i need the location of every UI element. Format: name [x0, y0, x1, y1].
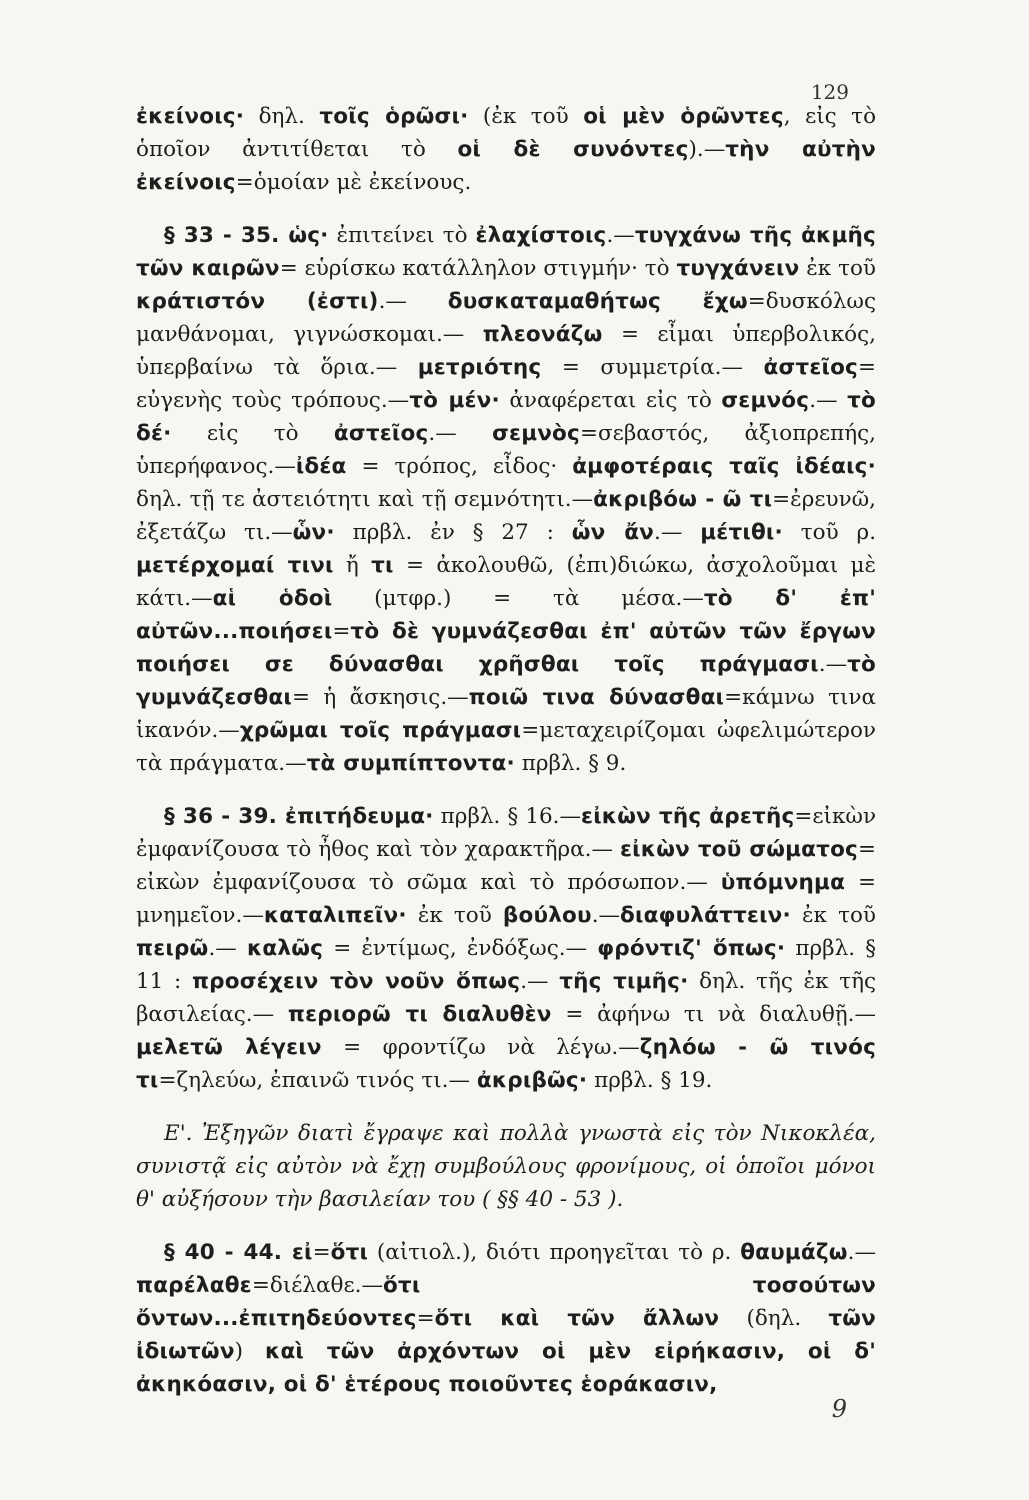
lemma-term: θαυμάζω: [740, 1240, 848, 1265]
gloss-text: .—: [378, 289, 448, 314]
lemma-term: τὰ συμπίπτοντα·: [306, 751, 515, 776]
lemma-term: κράτιστόν (ἐστι): [136, 289, 379, 314]
gloss-text: .—: [520, 969, 560, 994]
gloss-text: πρβλ. § 9.: [514, 751, 627, 776]
gloss-text: δηλ.: [244, 104, 320, 129]
lemma-term: τὸ μέν·: [409, 388, 500, 413]
gloss-text: .—: [818, 652, 848, 677]
lemma-term: ὅτι καὶ τῶν ἄλλων: [434, 1306, 720, 1331]
lemma-term: οἱ μὲν ὁρῶντες: [583, 104, 784, 129]
gloss-text: , εἰς τὸ ὁποῖον ἀντιτίθεται τὸ: [136, 104, 877, 162]
lemma-term: ὧν·: [292, 520, 335, 545]
gloss-text: .—: [428, 421, 493, 446]
gloss-text: πρβλ. § 11 :: [136, 936, 876, 994]
gloss-text: ἐπιτείνει τὸ: [328, 223, 476, 248]
gloss-text: ).—: [688, 137, 726, 162]
section-summary: [136, 1117, 876, 1216]
lemma-term: ποιῶ τινα δύνασθαι: [468, 685, 725, 710]
gloss-text: = μνημεῖον.—: [136, 870, 876, 928]
gloss-text: ἐκ τοῦ: [406, 903, 503, 928]
gloss-text: =ἐρευνῶ, ἐξετάζω τι.—: [136, 487, 877, 545]
lemma-term: τὸ γυμνάζεσθαι: [136, 652, 876, 710]
lemma-term: σεμνὸς: [492, 421, 580, 446]
lemma-term: δυσκαταμαθήτως ἔχω: [447, 289, 748, 314]
gloss-text: .—: [606, 223, 635, 248]
lemma-term: πειρῶ: [136, 936, 209, 961]
lemma-term: εἰκὼν τῆς ἀρετῆς: [581, 804, 795, 829]
lemma-term: ὅτι τοσούτων ὄντων...ἐπιτηδεύοντες: [136, 1273, 876, 1331]
gloss-text: =: [416, 1306, 435, 1331]
gloss-text: (ἐκ τοῦ: [468, 104, 584, 129]
lemma-term: τὸ δ' ἐπ' αὐτῶν...ποιήσει: [136, 586, 876, 644]
gloss-text: .—: [847, 1240, 876, 1265]
gloss-text: (δηλ.: [719, 1306, 829, 1331]
lemma-term: σεμνός: [721, 388, 810, 413]
gloss-text: .—: [591, 903, 621, 928]
lemma-term: καλῶς: [246, 936, 324, 961]
lemma-term: μετέρχομαί τινι: [136, 553, 334, 578]
lemma-term: τοῖς ὁρῶσι·: [319, 104, 469, 129]
signature-mark: 9: [831, 1395, 847, 1423]
gloss-text: ἐκ τοῦ: [790, 903, 876, 928]
gloss-text: = φροντίζω νὰ λέγω.—: [321, 1035, 640, 1060]
lemma-term: καὶ τῶν ἀρχόντων οἱ μὲν εἰρήκασιν, οἱ δ' ἀκηκόασιν, οἱ δ' ἑτέρους ποιοῦντες ἑοράκασιν,: [136, 1339, 876, 1397]
commentary-paragraph: [136, 219, 876, 780]
commentary-paragraph: [136, 1236, 876, 1401]
gloss-text: δηλ. τῇ τε ἀστειότητι καὶ τῇ σεμνότητι.—: [136, 487, 594, 512]
lemma-term: αἱ ὁδοὶ: [212, 586, 333, 611]
gloss-text: = εὐγενὴς τοὺς τρόπους.—: [136, 355, 876, 413]
gloss-text: Ε'. Ἐξηγῶν διατὶ ἔγραψε καὶ πολλὰ γνωστὰ εἰς τὸν Νικοκλέα, συνιστᾷ εἰς αὐτὸν νὰ ἔχῃ συμβούλους φρονίμους, οἱ ὁποῖοι μόνοι θ' αὐξήσουν τὴν βασιλείαν του ( §§ 40 - 53 ).: [136, 1121, 876, 1212]
lemma-term: ὅτι: [330, 1240, 369, 1265]
lemma-term: πλεονάζω: [482, 322, 603, 347]
lemma-term: εἰκὼν τοῦ σώματος: [620, 837, 858, 862]
lemma-term: προσέχειν τὸν νοῦν ὅπως: [191, 969, 521, 994]
gloss-text: =δυσκόλως μανθάνομαι, γιγνώσκομαι.—: [136, 289, 876, 347]
lemma-term: τὸ δέ·: [136, 388, 876, 446]
gloss-text: = ἐντίμως, ἐνδόξως.—: [323, 936, 598, 961]
lemma-term: τὴν αὐτὴν ἐκείνοις: [136, 137, 877, 195]
gloss-text: πρβλ. § 16.—: [433, 804, 582, 829]
gloss-text: πρβλ. ἐν § 27 :: [334, 520, 572, 545]
lemma-term: ἀμφοτέραις ταῖς ἰδέαις·: [572, 454, 876, 479]
gloss-text: = εἶμαι ὑπερβολικός, ὑπερβαίνω τὰ ὅρια.—: [136, 322, 876, 380]
lemma-term: βούλου: [502, 903, 592, 928]
page-number: 129: [810, 80, 849, 104]
lemma-term: ζηλόω - ῶ τινός τι: [136, 1035, 877, 1093]
commentary-paragraph: [136, 100, 876, 199]
lemma-term: καταλιπεῖν·: [263, 903, 407, 928]
lemma-term: τὸ δὲ γυμνάζεσθαι ἐπ' αὐτῶν τῶν ἔργων ποιήσει σε δύνασθαι χρῆσθαι τοῖς πράγμασι: [136, 619, 876, 677]
gloss-text: ἐκ τοῦ: [799, 256, 876, 281]
gloss-text: (αἰτιολ.), διότι προηγεῖται τὸ ρ.: [368, 1240, 741, 1265]
gloss-text: =: [332, 619, 351, 644]
gloss-text: (μτφρ.) = τὰ μέσα.—: [332, 586, 704, 611]
lemma-term: ἐλαχίστοις: [475, 223, 607, 248]
gloss-text: ): [234, 1339, 265, 1364]
gloss-text: .—: [809, 388, 848, 413]
gloss-text: ἀναφέρεται εἰς τὸ: [499, 388, 722, 413]
lemma-term: μετριότης: [417, 355, 542, 380]
lemma-term: § 33 - 35. ὡς·: [164, 223, 329, 248]
lemma-term: οἱ δὲ συνόντες: [457, 137, 689, 162]
lemma-term: τυγχάνειν: [676, 256, 800, 281]
lemma-term: ἐκείνοις·: [136, 104, 245, 129]
lemma-term: τῆς τιμῆς·: [559, 969, 689, 994]
gloss-text: =μεταχειρίζομαι ὠφελιμώτερον τὰ πράγματα.—: [136, 718, 877, 776]
lemma-term: παρέλαθε: [136, 1273, 252, 1298]
lemma-term: φρόντιζ' ὅπως·: [597, 936, 786, 961]
gloss-text: ἤ: [333, 553, 372, 578]
lemma-term: χρῶμαι τοῖς πράγμασι: [239, 718, 522, 743]
lemma-term: τι: [371, 553, 394, 578]
gloss-text: = συμμετρία.—: [541, 355, 764, 380]
lemma-term: ἀστεῖος: [763, 355, 858, 380]
lemma-term: διαφυλάττειν·: [620, 903, 791, 928]
gloss-text: πρβλ. § 19.: [587, 1068, 713, 1093]
lemma-term: ὑπόμνημα: [720, 870, 846, 895]
lemma-term: περιορῶ τι διαλυθὲν: [287, 1002, 552, 1027]
gloss-text: =σεβαστός, ἀξιοπρεπής, ὑπερήφανος.—: [136, 421, 876, 479]
gloss-text: = ἡ ἄσκησις.—: [291, 685, 469, 710]
gloss-text: =ζηλεύω, ἐπαινῶ τινός τι.—: [158, 1068, 477, 1093]
lemma-term: ὧν ἄν: [571, 520, 655, 545]
lemma-term: § 36 - 39. ἐπιτήδευμα·: [164, 804, 434, 829]
gloss-text: δηλ. τῆς ἐκ τῆς βασιλείας.—: [136, 969, 877, 1027]
lemma-term: § 40 - 44. εἰ: [164, 1240, 313, 1265]
commentary-paragraph: [136, 800, 876, 1097]
gloss-text: =: [312, 1240, 331, 1265]
lemma-term: ἀκριβῶς·: [476, 1068, 588, 1093]
lemma-term: τυγχάνω τῆς ἀκμῆς τῶν καιρῶν: [136, 223, 876, 281]
gloss-text: =κάμνω τινα ἱκανόν.—: [136, 685, 877, 743]
gloss-text: =ὁμοίαν μὲ ἐκείνους.: [235, 170, 472, 195]
commentary-text: [136, 100, 876, 1401]
gloss-text: .—: [654, 520, 701, 545]
gloss-text: = ἀφήνω τι νὰ διαλυθῇ.—: [551, 1002, 877, 1027]
lemma-term: τῶν ἰδιωτῶν: [136, 1306, 877, 1364]
lemma-term: ἰδέα: [295, 454, 347, 479]
lemma-term: ἀκριβόω - ῶ τι: [593, 487, 773, 512]
gloss-text: = εἰκὼν ἐμφανίζουσα τὸ σῶμα καὶ τὸ πρόσωπον.—: [136, 837, 877, 895]
lemma-term: μέτιθι·: [700, 520, 783, 545]
gloss-text: =διέλαθε.—: [251, 1273, 383, 1298]
gloss-text: =εἰκὼν ἐμφανίζουσα τὸ ἦθος καὶ τὸν χαρακτῆρα.—: [136, 804, 877, 862]
gloss-text: = ἀκολουθῶ, (ἐπι)διώκω, ἀσχολοῦμαι μὲ κάτι.—: [136, 553, 876, 611]
gloss-text: = τρόπος, εἶδος·: [346, 454, 573, 479]
lemma-term: ἀστεῖος: [333, 421, 429, 446]
gloss-text: τοῦ ρ.: [782, 520, 877, 545]
gloss-text: = εὑρίσκω κατάλληλον στιγμήν· τὸ: [279, 256, 677, 281]
gloss-text: .—: [208, 936, 247, 961]
lemma-term: μελετῶ λέγειν: [136, 1035, 322, 1060]
gloss-text: εἰς τὸ: [171, 421, 334, 446]
